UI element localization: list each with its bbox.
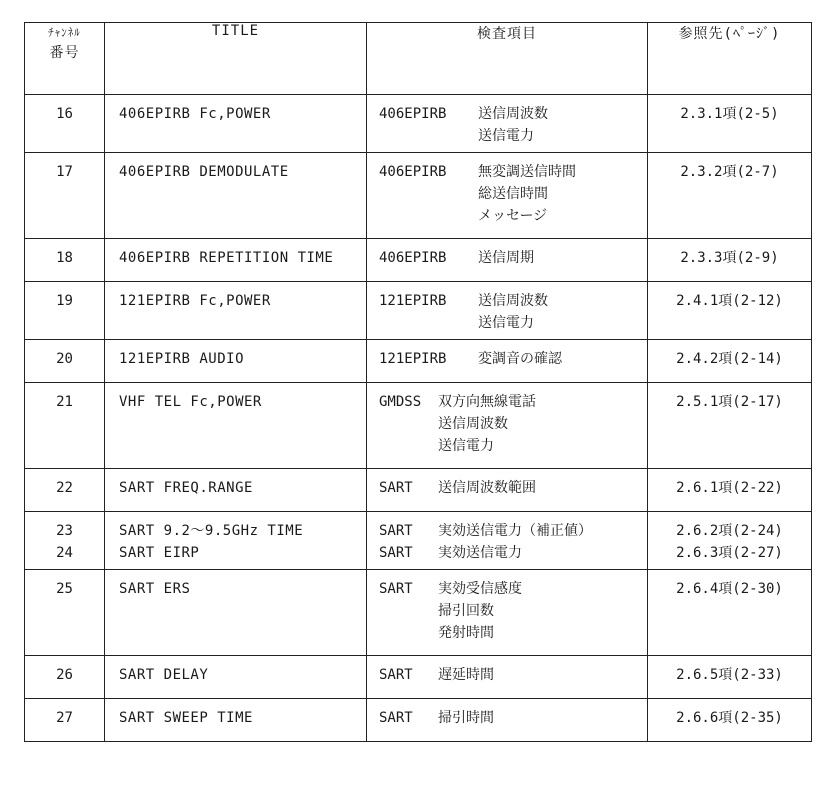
- system-label: 406EPIRB: [379, 106, 447, 122]
- table-row: [25, 512, 812, 570]
- item-text: 総送信時間: [478, 186, 548, 202]
- row-title: SART 9.2～9.5GHz TIME SART EIRP: [105, 512, 367, 570]
- channel-number: 25: [25, 570, 105, 656]
- item-text: 変調音の確認: [478, 351, 562, 367]
- channel-number: 26: [25, 656, 105, 699]
- row-items: [367, 153, 648, 239]
- item-text: 実効送信電力（補正値）: [438, 523, 592, 539]
- channel-number: 16: [25, 95, 105, 153]
- item-text: 送信電力: [478, 315, 534, 331]
- table-row: [25, 282, 812, 340]
- row-reference: 2.4.1項(2-12): [648, 282, 812, 340]
- row-title: VHF TEL Fc,POWER: [105, 383, 367, 469]
- row-title: SART DELAY: [105, 656, 367, 699]
- system-label: SART: [379, 523, 413, 539]
- row-items: [367, 512, 648, 570]
- channel-number: 18: [25, 239, 105, 282]
- header-items: 検査項目: [367, 23, 648, 95]
- item-text: 実効送信電力: [438, 545, 522, 561]
- system-label: 121EPIRB: [379, 293, 447, 309]
- item-text: 掃引回数: [438, 603, 494, 619]
- row-reference: 2.6.4項(2-30): [648, 570, 812, 656]
- item-text: 送信周波数範囲: [438, 480, 536, 496]
- system-label: 406EPIRB: [379, 164, 447, 180]
- row-reference: 2.6.1項(2-22): [648, 469, 812, 512]
- system-label: 121EPIRB: [379, 351, 447, 367]
- row-reference: 2.3.3項(2-9): [648, 239, 812, 282]
- row-items: [367, 95, 648, 153]
- item-text: 送信周期: [478, 250, 534, 266]
- item-text: 無変調送信時間: [478, 164, 576, 180]
- row-title: 121EPIRB Fc,POWER: [105, 282, 367, 340]
- row-reference: 2.3.1項(2-5): [648, 95, 812, 153]
- row-reference: 2.6.2項(2-24) 2.6.3項(2-27): [648, 512, 812, 570]
- channel-number: 22: [25, 469, 105, 512]
- system-label: SART: [379, 480, 413, 496]
- row-title: 406EPIRB DEMODULATE: [105, 153, 367, 239]
- channel-number: 27: [25, 699, 105, 742]
- row-title: 406EPIRB Fc,POWER: [105, 95, 367, 153]
- row-reference: 2.6.5項(2-33): [648, 656, 812, 699]
- table-row: [25, 95, 812, 153]
- channel-number-2: 24: [56, 545, 73, 561]
- item-text: 送信周波数: [438, 416, 508, 432]
- item-text: 双方向無線電話: [438, 394, 536, 410]
- system-label: 406EPIRB: [379, 250, 447, 266]
- header-title: TITLE: [105, 23, 367, 95]
- system-label: SART: [379, 581, 413, 597]
- system-label: SART: [379, 710, 413, 726]
- channel-number: 23 24: [25, 512, 105, 570]
- table-row: [25, 570, 812, 656]
- row-title: 121EPIRB AUDIO: [105, 340, 367, 383]
- system-label: SART: [379, 545, 413, 561]
- channel-number: 21: [25, 383, 105, 469]
- row-items: [367, 383, 648, 469]
- item-text: 発射時間: [438, 625, 494, 641]
- row-items: [367, 282, 648, 340]
- header-channel-number: [25, 23, 105, 95]
- table-row: [25, 469, 812, 512]
- row-reference: 2.6.6項(2-35): [648, 699, 812, 742]
- item-text: 送信周波数: [478, 106, 548, 122]
- table-row: [25, 340, 812, 383]
- item-text: 実効受信感度: [438, 581, 522, 597]
- table-row: [25, 383, 812, 469]
- row-items: [367, 699, 648, 742]
- row-items: [367, 469, 648, 512]
- row-reference-2: 2.6.3項(2-27): [676, 545, 783, 561]
- row-title: 406EPIRB REPETITION TIME: [105, 239, 367, 282]
- table-row: [25, 239, 812, 282]
- row-reference: 2.3.2項(2-7): [648, 153, 812, 239]
- system-label: GMDSS: [379, 394, 422, 410]
- table-row: [25, 699, 812, 742]
- channel-number: 17: [25, 153, 105, 239]
- item-text: メッセージ: [478, 208, 548, 224]
- row-title: SART ERS: [105, 570, 367, 656]
- item-text: 送信周波数: [478, 293, 548, 309]
- channel-test-table: [24, 22, 812, 742]
- header-number-label: 番号: [49, 45, 80, 61]
- row-items: [367, 340, 648, 383]
- item-text: 送信電力: [438, 438, 494, 454]
- item-text: 遅延時間: [438, 667, 494, 683]
- row-items: [367, 570, 648, 656]
- channel-number: 20: [25, 340, 105, 383]
- table-header-row: [25, 23, 812, 95]
- row-reference: 2.4.2項(2-14): [648, 340, 812, 383]
- row-items: [367, 656, 648, 699]
- item-text: 送信電力: [478, 128, 534, 144]
- channel-number: 19: [25, 282, 105, 340]
- row-reference: 2.5.1項(2-17): [648, 383, 812, 469]
- table-row: [25, 153, 812, 239]
- table-row: [25, 656, 812, 699]
- row-title: SART FREQ.RANGE: [105, 469, 367, 512]
- header-channel-label: ﾁｬﾝﾈﾙ: [48, 26, 81, 39]
- row-title: SART SWEEP TIME: [105, 699, 367, 742]
- system-label: SART: [379, 667, 413, 683]
- header-reference: 参照先(ﾍﾟｰｼﾞ): [648, 23, 812, 95]
- row-items: [367, 239, 648, 282]
- row-title-2: SART EIRP: [119, 545, 200, 561]
- item-text: 掃引時間: [438, 710, 494, 726]
